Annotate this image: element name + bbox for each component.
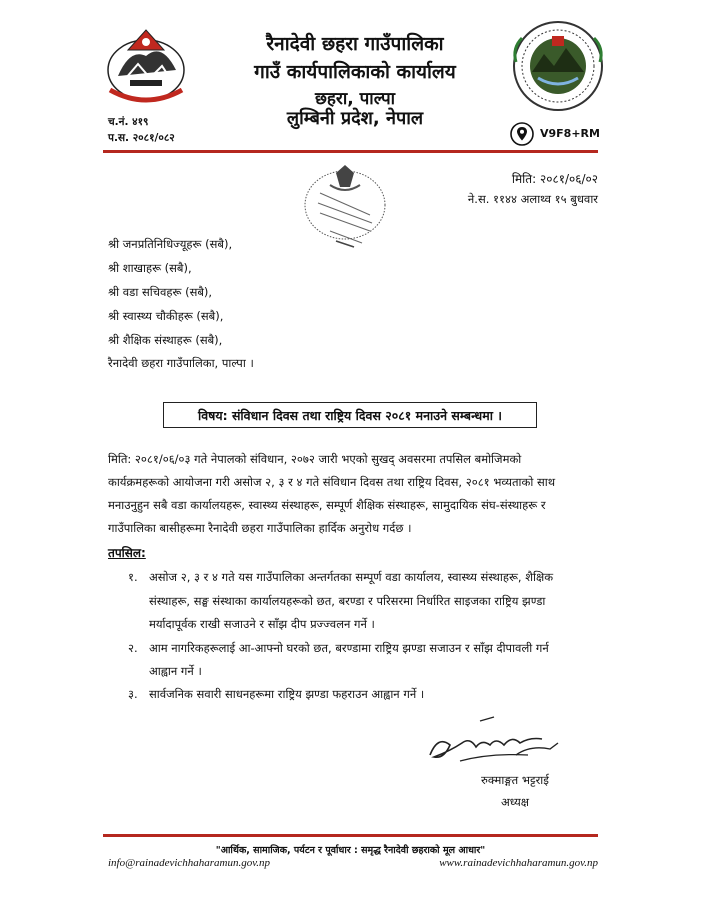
letter-date: मिति: २०८१/०६/०२ <box>511 172 598 186</box>
government-emblem-icon <box>100 20 192 108</box>
recipient-line: श्री जनप्रतिनिधिज्यूहरू (सबै), <box>108 237 233 251</box>
recipient-line: श्री स्वास्थ्य चौकीहरू (सबै), <box>108 309 224 323</box>
office-address: छहरा, पाल्पा <box>314 89 396 109</box>
item-text: आम नागरिकहरूलाई आ-आफ्नो घरको छत, बरण्डामा राष्ट्रिय झण्डा सजाउन र साँझ दीपावली गर्न <box>149 641 549 655</box>
item-text: सार्वजनिक सवारी साधनहरूमा राष्ट्रिय झण्डा फहराउन आह्वान गर्ने । <box>149 687 425 701</box>
recipient-line: रैनादेवी छहरा गाउँपालिका, पाल्पा । <box>108 356 254 370</box>
signatory-name: रुक्माङ्गत भट्टराई <box>481 773 549 787</box>
recipient-line: श्री वडा सचिवहरू (सबै), <box>108 285 213 299</box>
patra-sankhya: प.स. २०८१/०८२ <box>108 132 175 144</box>
recipient-line: श्री शैक्षिक संस्थाहरू (सबै), <box>108 333 223 347</box>
body-line: गाउँपालिका बासीहरूमा रैनादेवी छहरा गाउँपालिका हार्दिक अनुरोध गर्दछ । <box>108 521 412 535</box>
footer-website[interactable]: www.rainadevichhaharamun.gov.np <box>439 857 598 869</box>
municipality-name: रैनादेवी छहरा गाउँपालिका <box>266 33 444 55</box>
office-name: गाउँ कार्यपालिकाको कार्यालय <box>254 61 456 83</box>
location-pin-icon <box>510 122 534 146</box>
body-line: कार्यक्रमहरूको आयोजना गरी असोज २, ३ र ४ गते संविधान दिवस तथा राष्ट्रिय दिवस, २०८१ भव्यताको साथ <box>108 475 556 489</box>
signatory-title: अध्यक्ष <box>500 795 530 809</box>
footer-email[interactable]: info@rainadevichhaharamun.gov.np <box>108 857 271 869</box>
body-line: मनाउनुहुन सबै वडा कार्यालयहरू, स्वास्थ्य संस्थाहरू, सम्पूर्ण शैक्षिक संस्थाहरू, सामुदायिक संघ-संस्थाहरू र <box>108 498 546 512</box>
province-country: लुम्बिनी प्रदेश, नेपाल <box>286 108 424 129</box>
plus-code: V9F8+RM <box>540 127 600 140</box>
subject-text: विषय: संविधान दिवस तथा राष्ट्रिय दिवस २०८१ मनाउने सम्बन्धमा । <box>197 407 503 423</box>
item-text: मर्यादापूर्वक राखी सजाउने र साँझ दीप प्रज्ज्वलन गर्ने । <box>149 617 375 631</box>
office-seal-stamp-icon <box>290 165 400 250</box>
item-text: संस्थाहरू, सङ्घ संस्थाका कार्यालयहरूको छत, बरण्डा र परिसरमा निर्धारित साइजका राष्ट्रिय झण्डा <box>149 594 546 608</box>
item-text: असोज २, ३ र ४ गते यस गाउँपालिका अन्तर्गतका सम्पूर्ण वडा कार्यालय, स्वास्थ्य संस्थाहरू, शैक्षिक <box>149 570 554 584</box>
body-line: मिति: २०८१/०६/०३ गते नेपालको संविधान, २०७२ जारी भएको सुखद् अवसरमा तपसिल बमोजिमको <box>108 452 522 466</box>
tapasil-heading: तपसिल: <box>108 546 146 560</box>
footer-slogan: "आर्थिक, सामाजिक, पर्यटन र पूर्वाधार : समृद्ध रैनादेवी छहराको मूल आधार" <box>215 845 486 856</box>
recipient-line: श्री शाखाहरू (सबै), <box>108 261 192 275</box>
nepal-sambat-date: ने.स. ११४४ अलाथ्व १५ बुधवार <box>467 192 598 206</box>
footer-divider <box>103 834 598 837</box>
municipality-logo-icon <box>508 18 608 114</box>
item-number: १. <box>128 570 138 584</box>
item-number: २. <box>128 641 138 655</box>
chalani-number: च.नं. ४१९ <box>108 116 149 128</box>
handwritten-signature <box>420 715 565 770</box>
item-text: आह्वान गर्ने । <box>149 664 202 678</box>
subject-box <box>163 402 537 428</box>
item-number: ३. <box>128 687 138 701</box>
header-divider <box>103 150 598 153</box>
